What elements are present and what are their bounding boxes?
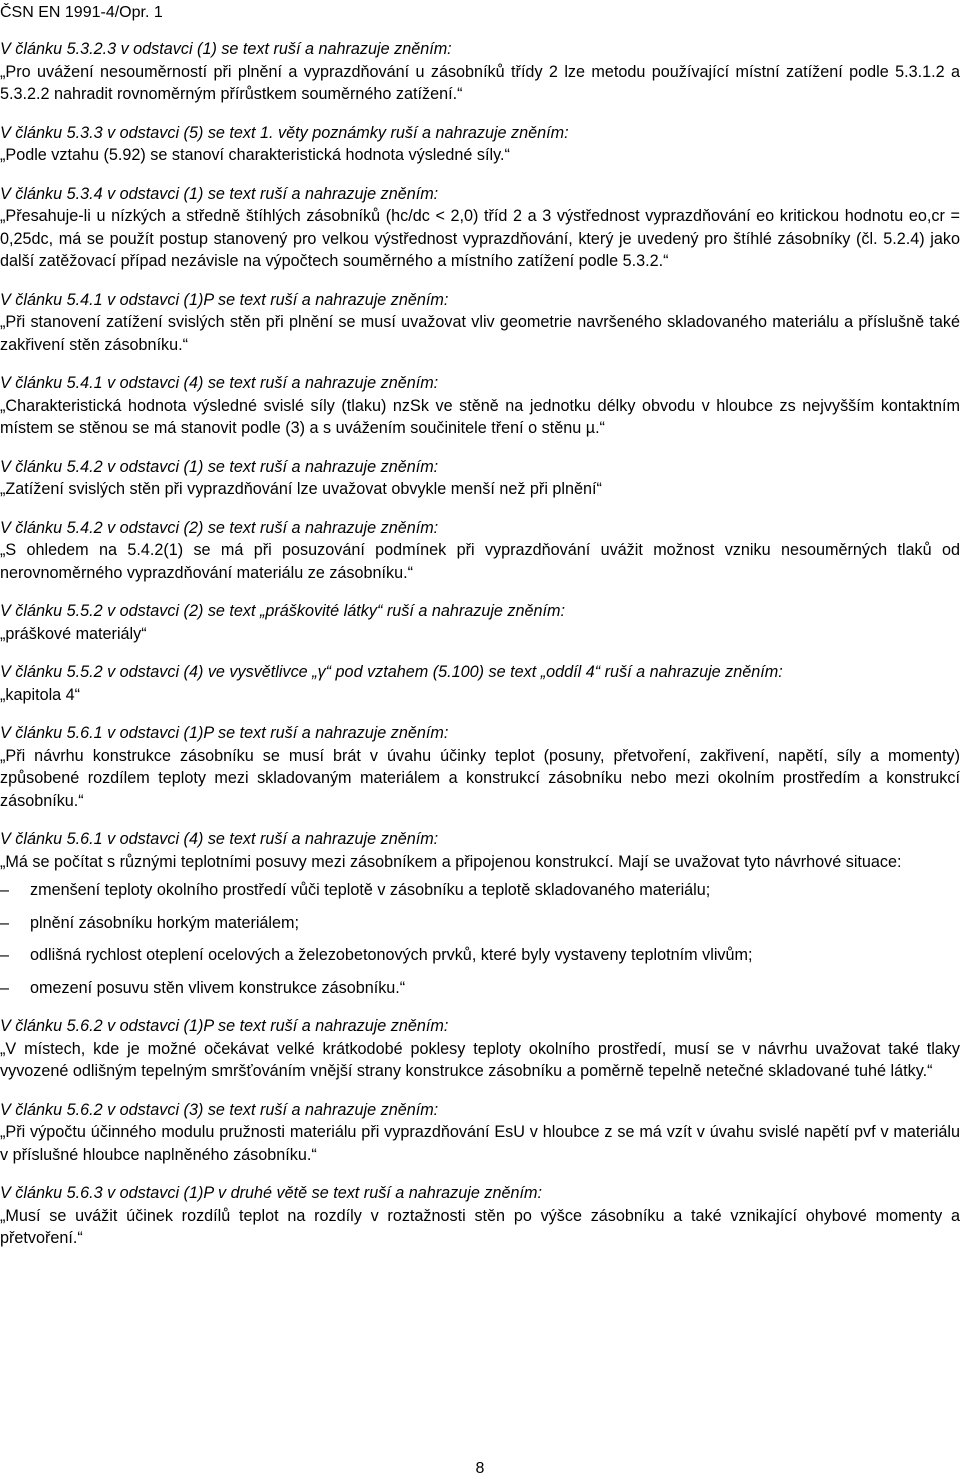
amendment-text: „Přesahuje-li u nízkých a středně štíhlých zásobníků (hc/dc < 2,0) tříd 2 a 3 výstřednost vyprazdňování eo kritickou hodnotu eo,cr = 0,25dc, má se použít postup stanovený pro velkou výstřednost vyprazdňování, který je uvedený pro štíhlé zásobníky (čl. 5.2.4) jako další zatěžovací případ nezávisle na výpočtech souměrného a místního zatížení podle 5.3.2.“ xyxy=(0,207,960,270)
list-item xyxy=(0,977,960,1000)
amendment-instruction: V článku 5.6.3 v odstavci (1)P v druhé větě se text ruší a nahrazuje zněním: xyxy=(0,1184,542,1202)
amendment-section xyxy=(0,1182,960,1250)
amendment-instruction: V článku 5.3.2.3 v odstavci (1) se text ruší a nahrazuje zněním: xyxy=(0,40,452,58)
list-dash: – xyxy=(0,913,10,932)
amendment-text: „V místech, kde je možné očekávat velké krátkodobé poklesy teploty okolního prostředí, musí se v návrhu uvažovat také tlaky vyvozené odlišným tepelným smršťováním vnější strany konstrukce zásobníku a poměrně tepelně netečné skladované tuhé látky.“ xyxy=(0,1039,960,1080)
amendment-section xyxy=(0,372,960,440)
amendment-text: „práškové materiály“ xyxy=(0,624,147,643)
amendment-section xyxy=(0,1015,960,1083)
list-dash: – xyxy=(0,978,10,997)
amendment-instruction: V článku 5.6.2 v odstavci (1)P se text ruší a nahrazuje zněním: xyxy=(0,1017,449,1035)
amendment-text: „Zatížení svislých stěn při vyprazdňování lze uvažovat obvykle menší než při plnění“ xyxy=(0,480,602,498)
design-situations-list xyxy=(0,879,960,999)
amendment-instruction: V článku 5.4.1 v odstavci (1)P se text ruší a nahrazuje zněním: xyxy=(0,290,449,309)
amendment-instruction: V článku 5.5.2 v odstavci (4) ve vysvětlivce „γ“ pod vztahem (5.100) se text „oddíl 4“ ruší a nahrazuje zněním: xyxy=(0,663,783,681)
amendment-section xyxy=(0,517,960,585)
amendment-instruction: V článku 5.4.1 v odstavci (4) se text ruší a nahrazuje zněním: xyxy=(0,374,439,392)
amendment-instruction: V článku 5.6.2 v odstavci (3) se text ruší a nahrazuje zněním: xyxy=(0,1100,439,1119)
amendment-section xyxy=(0,828,960,999)
amendment-text: „Při výpočtu účinného modulu pružnosti materiálu při vyprazdňování EsU v hloubce z se má vzít v úvahu svislé napětí pvf v materiálu v příslušné hloubce naplněného zásobníku.“ xyxy=(0,1123,960,1164)
document-body xyxy=(0,38,960,1266)
amendment-instruction: V článku 5.4.2 v odstavci (2) se text ruší a nahrazuje zněním: xyxy=(0,518,439,537)
amendment-section xyxy=(0,456,960,501)
amendment-text: „Charakteristická hodnota výsledné svislé síly (tlaku) nzSk ve stěně na jednotku délky obvodu v hloubce zs nejvyšším kontaktním místem se stěnou se má stanovit podle (3) a s uvážením součinitele tření o stěnu µ.“ xyxy=(0,396,960,437)
amendment-text: „Pro uvážení nesouměrností při plnění a vyprazdňování u zásobníků třídy 2 lze metodu používající místní zatížení podle 5.3.1.2 a 5.3.2.2 nahradit rovnoměrným přírůstkem souměrného zatížení.“ xyxy=(0,62,960,103)
list-dash: – xyxy=(0,946,10,964)
document-header: ČSN EN 1991-4/Opr. 1 xyxy=(0,4,163,21)
amendment-text: „Při stanovení zatížení svislých stěn při plnění se musí uvažovat vliv geometrie navršeného skladovaného materiálu a příslušně také zakřivení stěn zásobníku.“ xyxy=(0,313,960,354)
list-item-text: zmenšení teploty okolního prostředí vůči teplotě v zásobníku a teplotě skladovaného materiálu; xyxy=(30,881,711,899)
amendment-text: „kapitola 4“ xyxy=(0,685,81,704)
list-item-text: omezení posuvu stěn vlivem konstrukce zásobníku.“ xyxy=(30,978,406,997)
amendment-instruction: V článku 5.3.4 v odstavci (1) se text ruší a nahrazuje zněním: xyxy=(0,184,439,203)
amendment-section xyxy=(0,122,960,167)
list-item xyxy=(0,944,960,967)
list-item xyxy=(0,912,960,935)
list-dash: – xyxy=(0,881,10,899)
amendment-instruction: V článku 5.4.2 v odstavci (1) se text ruší a nahrazuje zněním: xyxy=(0,457,439,476)
amendment-instruction: V článku 5.6.1 v odstavci (1)P se text ruší a nahrazuje zněním: xyxy=(0,724,449,742)
amendment-section xyxy=(0,600,960,645)
amendment-section xyxy=(0,722,960,812)
amendment-text: „Má se počítat s různými teplotními posuvy mezi zásobníkem a připojenou konstrukcí. Mají se uvažovat tyto návrhové situace: xyxy=(0,852,902,871)
amendment-text: „S ohledem na 5.4.2(1) se má při posuzování podmínek při vyprazdňování uvážit možnost vzniku nesouměrných tlaků od nerovnoměrného vyprazdňování materiálu ze zásobníku.“ xyxy=(0,541,960,582)
list-item xyxy=(0,879,960,902)
amendment-instruction: V článku 5.6.1 v odstavci (4) se text ruší a nahrazuje zněním: xyxy=(0,830,439,848)
page-number: 8 xyxy=(475,1460,485,1477)
list-item-text: odlišná rychlost oteplení ocelových a železobetonových prvků, které byly vystaveny teplotním vlivům; xyxy=(30,946,753,964)
amendment-section xyxy=(0,1099,960,1167)
amendment-instruction: V článku 5.3.3 v odstavci (5) se text 1. věty poznámky ruší a nahrazuje zněním: xyxy=(0,123,569,142)
amendment-text: „Při návrhu konstrukce zásobníku se musí brát v úvahu účinky teplot (posuny, přetvoření, zakřivení, napětí, síly a momenty) způsobené rozdílem teploty mezi skladovaným materiálem a konstrukcí zásobníku nebo mezi okolním prostředím a konstrukcí zásobníku.“ xyxy=(0,746,960,810)
amendment-instruction: V článku 5.5.2 v odstavci (2) se text „práškovité látky“ ruší a nahrazuje zněním: xyxy=(0,602,566,620)
amendment-text: „Podle vztahu (5.92) se stanoví charakteristická hodnota výsledné síly.“ xyxy=(0,146,510,164)
list-item-text: plnění zásobníku horkým materiálem; xyxy=(30,913,300,932)
amendment-section xyxy=(0,183,960,273)
amendment-section xyxy=(0,661,960,706)
amendment-section xyxy=(0,289,960,357)
amendment-section xyxy=(0,38,960,106)
amendment-text: „Musí se uvážit účinek rozdílů teplot na rozdíly v roztažnosti stěn po výšce zásobníku a také vznikající ohybové momenty a přetvoření.“ xyxy=(0,1206,960,1247)
